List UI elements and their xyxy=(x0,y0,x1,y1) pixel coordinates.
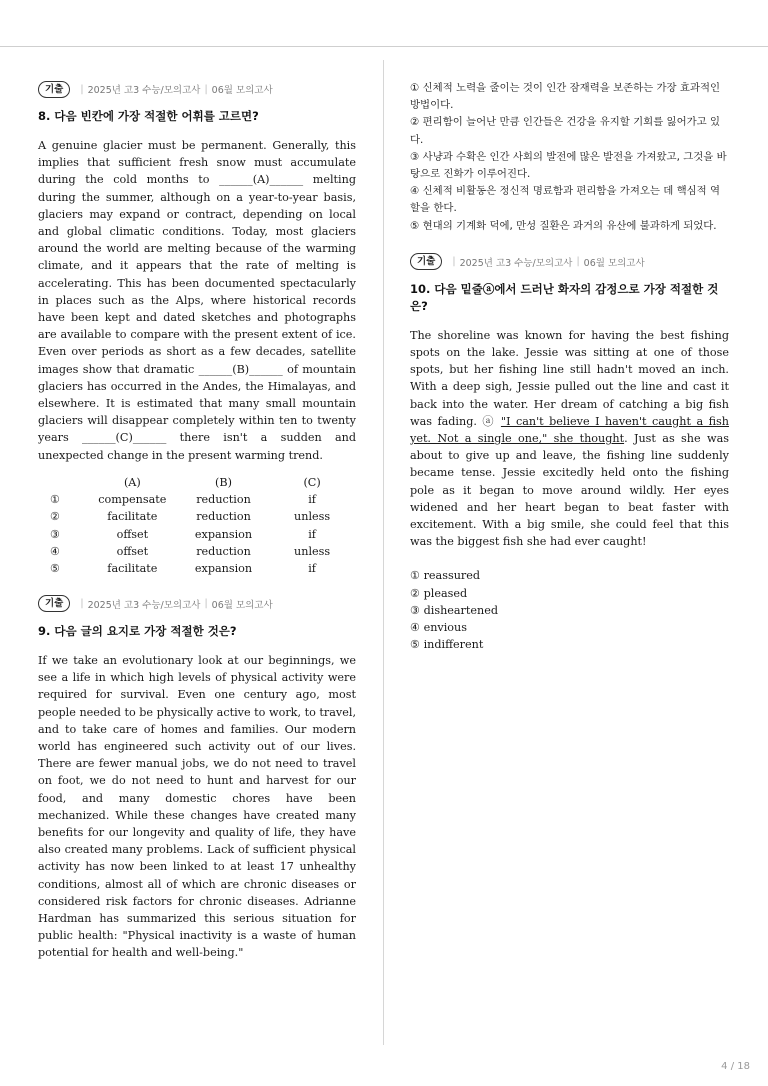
q8-choice-row[interactable]: ⑤ facilitate expansion if xyxy=(50,561,316,575)
q9-title: 9. 다음 글의 요지로 가장 적절한 것은? xyxy=(38,623,237,638)
q9-month: 06월 모의고사 xyxy=(211,599,273,611)
q9-option[interactable]: ① 신체적 노력을 줄이는 것이 인간 잠재력을 보존하는 가장 효과적인 방법이다. xyxy=(410,82,721,112)
q10-title: 10. 다음 밑줄ⓐ에서 드러난 화자의 감정으로 가장 적절한 것은? xyxy=(410,281,719,313)
q9-passage: If we take an evolutionary look at our beginnings, we see a life in which high levels of physical activity were required for survival. Even one century ago, most people needed to be physically active to work, to travel, and to take care of homes and families. Our modern world has engineered such activity out of our lives. There are fewer manual jobs, we do not need to travel on foot, we do not need to hunt and harvest for our food, and many domestic chores have been mechanized. While these changes have created many benefits for our longevity and quality of life, they have also created many problems. Lack of sufficient physical activity has now been linked to at least 17 unhealthy conditions, almost all of which are chronic diseases or considered risk factors for chronic diseases. Adrianne Hardman has summarized this serious situation for public health: "Physical inactivity is a waste of human potential for health and well-being." xyxy=(38,653,356,960)
q10-passage-before: The shoreline was known for having the best fishing spots on the lake. Jessie was sitting at one of those spots, but her fishing line still hadn't moved an inch. With a deep sigh, Jessie pulled out the line and cast it back into the water. Her dream of catching a big fish was fading. ⓐ xyxy=(410,328,729,428)
q10-passage xyxy=(410,327,729,551)
q9-options xyxy=(410,80,729,235)
q10-option[interactable]: ② pleased xyxy=(410,586,468,600)
q8-header-a: (A) xyxy=(123,475,141,489)
q8-choice-row[interactable]: ② facilitate reduction unless xyxy=(50,510,331,524)
q10-option[interactable]: ⑤ indifferent xyxy=(410,638,484,652)
left-column xyxy=(38,80,356,962)
q9-source: 2025년 고3 수능/모의고사 xyxy=(87,599,201,611)
q10-month: 06월 모의고사 xyxy=(583,257,645,269)
q10-option[interactable]: ④ envious xyxy=(410,621,467,635)
q9-option[interactable]: ④ 신체적 비활동은 정신적 명료함과 편리함을 가져오는 데 핵심적 역할을 한다. xyxy=(410,185,721,215)
q9-option[interactable]: ② 편리함이 늘어난 만큼 인간들은 건강을 유지할 기회를 잃어가고 있다. xyxy=(410,116,721,146)
q10-option[interactable]: ③ disheartened xyxy=(410,603,499,617)
q8-choice-header xyxy=(38,474,356,491)
q10-source: 2025년 고3 수능/모의고사 xyxy=(459,257,573,269)
q8-title: 8. 다음 빈칸에 가장 적절한 어휘를 고르면? xyxy=(38,109,259,123)
q8-source: 2025년 고3 수능/모의고사 xyxy=(87,85,201,96)
q8-header-c: (C) xyxy=(303,475,321,489)
q9-option[interactable]: ⑤ 현대의 기계화 덕에, 만성 질환은 과거의 유산에 불과하게 되었다. xyxy=(410,219,717,232)
page-number: 4 / 18 xyxy=(721,1061,750,1072)
q9-option[interactable]: ③ 사냥과 수확은 인간 사회의 발전에 많은 발전을 가져왔고, 그것을 바탕으로 진화가 이루어진다. xyxy=(410,150,727,181)
question-10 xyxy=(410,253,729,654)
q8-month: 06월 모의고사 xyxy=(211,85,273,96)
question-9 xyxy=(38,595,356,962)
q9-tag-badge: 기출 xyxy=(38,595,70,612)
q10-passage-after: . Just as she was about to give up and leave, the fishing line suddenly became tense. Jessie excitedly held onto the fishing pole as it began to move around wildly. Her eyes widened and her heart began to beat faster with excitement. With a big smile, she could feel that this was the biggest fish she had ever caught! xyxy=(410,432,729,549)
column-divider xyxy=(383,60,384,1045)
q8-choice-row[interactable]: ④ offset reduction unless xyxy=(50,544,331,558)
q8-source-row: 기출 | 2025년 고3 수능/모의고사 | 06월 모의고사 xyxy=(38,80,356,98)
q10-source-row: 기출 | 2025년 고3 수능/모의고사 | 06월 모의고사 xyxy=(410,253,729,271)
q8-tag-badge: 기출 xyxy=(38,81,70,98)
q10-option[interactable]: ① reassured xyxy=(410,569,481,583)
q8-header-b: (B) xyxy=(215,475,232,489)
q8-choice-table xyxy=(38,474,356,577)
q8-choice-row[interactable]: ③ offset expansion if xyxy=(50,527,316,541)
right-column xyxy=(410,80,729,653)
q10-underlined-quote: "I can't believe I haven't caught a fish yet. Not a single one," she thought xyxy=(410,414,729,446)
q8-choice-row[interactable]: ① compensate reduction if xyxy=(50,493,316,507)
q10-tag-badge: 기출 xyxy=(410,253,442,270)
q8-passage: A genuine glacier must be permanent. Generally, this implies that sufficient fresh snow must accumulate during the cold months to ______(A)______ melting during the summer, although on a year-to-year basis, glaciers may expand or contract, depending on local and global climatic conditions. Today, most glaciers around the world are melting because of the warming climate, and it appears that the rate of melting is accelerating. This has been documented spectacularly in places such as the Alps, where historical records have been kept and dated sketches and photographs are available to compare with the present extent of ice. Even over periods as short as a few decades, satellite images show that dramatic ______(B)______ of mountain glaciers has occurred in the Andes, the Himalayas, and elsewhere. It is estimated that many small mountain glaciers will disappear completely within ten to twenty years ______(C)______ there isn't a sudden and unexpected change in the present warming trend. xyxy=(38,139,356,462)
header-rule xyxy=(0,46,768,47)
question-8 xyxy=(38,80,356,577)
q9-source-row: 기출 | 2025년 고3 수능/모의고사 | 06월 모의고사 xyxy=(38,595,356,613)
q10-options xyxy=(410,567,729,653)
